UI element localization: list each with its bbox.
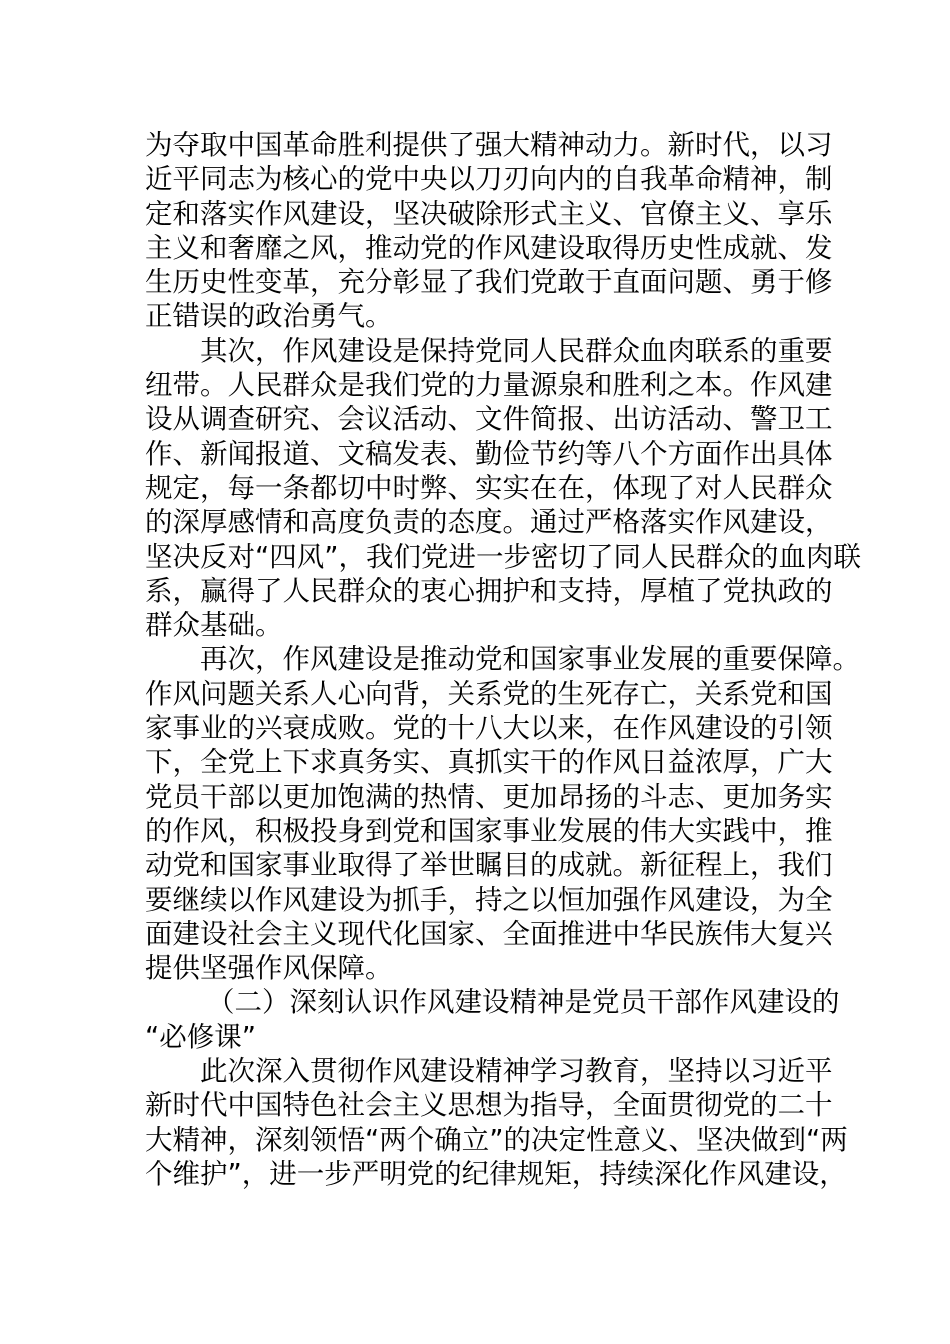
text-line: 的作风，积极投身到党和国家事业发展的伟大实践中，推 (145, 814, 833, 847)
text-line: 动党和国家事业取得了举世瞩目的成就。新征程上，我们 (145, 849, 833, 882)
text-line: 作风问题关系人心向背，关系党的生死存亡，关系党和国 (145, 677, 833, 710)
text-line: 生历史性变革，充分彰显了我们党敢于直面问题、勇于修 (145, 266, 833, 299)
text-line: 党员干部以更加饱满的热情、更加昂扬的斗志、更加务实 (145, 780, 833, 813)
text-line: 提供坚强作风保障。 (145, 952, 393, 985)
text-line: 定和落实作风建设，坚决破除形式主义、官僚主义、享乐 (145, 197, 833, 230)
text-line: 个维护”，进一步严明党的纪律规矩，持续深化作风建设， (145, 1157, 847, 1190)
paragraph-first-line: 再次，作风建设是推动党和国家事业发展的重要保障。 (200, 643, 860, 676)
text-line: 为夺取中国革命胜利提供了强大精神动力。新时代，以习 (145, 129, 833, 161)
text-line: 大精神，深刻领悟“两个确立”的决定性意义、坚决做到“两 (145, 1123, 848, 1156)
text-line: 系，赢得了人民群众的衷心拥护和支持，厚植了党执政的 (145, 574, 833, 607)
text-line: 要继续以作风建设为抓手，持之以恒加强作风建设，为全 (145, 883, 833, 916)
text-line: 近平同志为核心的党中央以刀刃向内的自我革命精神，制 (145, 163, 833, 196)
text-line: 下，全党上下求真务实、真抓实干的作风日益浓厚，广大 (145, 746, 833, 779)
text-line: 群众基础。 (145, 609, 283, 642)
text-line: 作、新闻报道、文稿发表、勤俭节约等八个方面作出具体 (145, 437, 833, 470)
text-line: 设从调查研究、会议活动、文件简报、出访活动、警卫工 (145, 403, 833, 436)
text-line: 正错误的政治勇气。 (145, 300, 393, 333)
text-line: 面建设社会主义现代化国家、全面推进中华民族伟大复兴 (145, 917, 833, 950)
text-line: 纽带。人民群众是我们党的力量源泉和胜利之本。作风建 (145, 369, 833, 402)
text-line: 坚决反对“四风”，我们党进一步密切了同人民群众的血肉联 (145, 540, 861, 573)
section-heading-continued: “必修课” (145, 1020, 256, 1053)
text-line: 新时代中国特色社会主义思想为指导，全面贯彻党的二十 (145, 1089, 833, 1122)
text-line: 的深厚感情和高度负责的态度。通过严格落实作风建设， (145, 506, 833, 539)
text-line: 家事业的兴衰成败。党的十八大以来，在作风建设的引领 (145, 712, 833, 745)
text-line: 规定，每一条都切中时弊、实实在在，体现了对人民群众 (145, 471, 833, 504)
text-line: 主义和奢靡之风，推动党的作风建设取得历史性成就、发 (145, 231, 833, 264)
paragraph-first-line: 此次深入贯彻作风建设精神学习教育，坚持以习近平 (200, 1055, 833, 1088)
body-text (145, 128, 861, 1191)
paragraph-first-line: 其次，作风建设是保持党同人民群众血肉联系的重要 (200, 334, 833, 367)
section-heading: （二）深刻认识作风建设精神是党员干部作风建设的 (207, 986, 840, 1019)
